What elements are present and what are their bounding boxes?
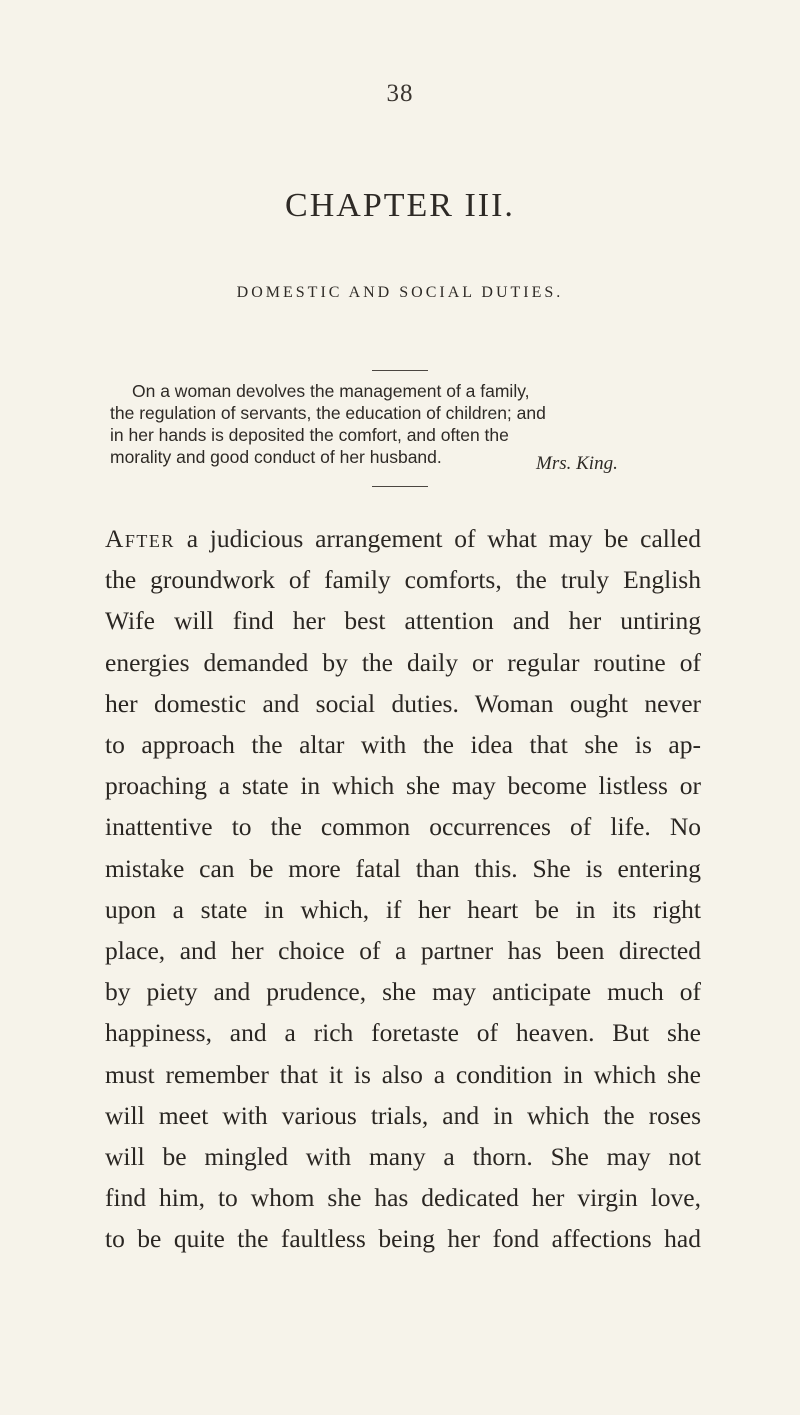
- epigraph-attribution: Mrs. King.: [536, 453, 618, 474]
- divider-rule-top: [372, 370, 428, 371]
- body-first-line-rest: a judicious arrangement of what may be called: [186, 524, 701, 553]
- body-line: place, and her choice of a partner has been directed: [105, 936, 701, 966]
- body-line: the groundwork of family comforts, the truly English: [105, 565, 701, 595]
- body-line: mistake can be more fatal than this. She is entering: [105, 853, 701, 883]
- body-first-word: After: [105, 524, 175, 553]
- body-line: happiness, and a rich foretaste of heaven. But she: [105, 1018, 701, 1048]
- body-line: upon a state in which, if her heart be in its right: [105, 894, 701, 924]
- body-line-first: [105, 518, 701, 559]
- divider-rule-bottom: [372, 486, 428, 487]
- chapter-title: CHAPTER III.: [285, 187, 515, 224]
- body-line: must remember that it is also a condition in which she: [105, 1059, 701, 1089]
- epigraph-line: On a woman devolves the management of a family,: [132, 381, 530, 401]
- body-line: will meet with various trials, and in which the roses: [105, 1100, 701, 1130]
- epigraph: [110, 380, 710, 468]
- epigraph-line: the regulation of servants, the education of children; and: [110, 403, 546, 423]
- body-line: Wife will find her best attention and her untiring: [105, 606, 701, 636]
- page-number: 38: [386, 80, 414, 107]
- body-line: to approach the altar with the idea that she is ap-: [105, 730, 701, 760]
- body-line: to be quite the faultless being her fond affections had: [105, 1224, 701, 1254]
- body-line: find him, to whom she has dedicated her virgin love,: [105, 1183, 701, 1213]
- body-line: by piety and prudence, she may anticipate much of: [105, 977, 701, 1007]
- body-line: inattentive to the common occurrences of life. No: [105, 812, 701, 842]
- epigraph-line: morality and good conduct of her husband.: [110, 447, 442, 467]
- body-line: proaching a state in which she may become listless or: [105, 771, 701, 801]
- body-line: energies demanded by the daily or regular routine of: [105, 647, 701, 677]
- body-line: her domestic and social duties. Woman ought never: [105, 688, 701, 718]
- chapter-subtitle: DOMESTIC AND SOCIAL DUTIES.: [236, 284, 564, 301]
- body-text: [0, 518, 800, 1260]
- body-line: will be mingled with many a thorn. She may not: [105, 1142, 701, 1172]
- epigraph-line: in her hands is deposited the comfort, and often the: [110, 425, 509, 445]
